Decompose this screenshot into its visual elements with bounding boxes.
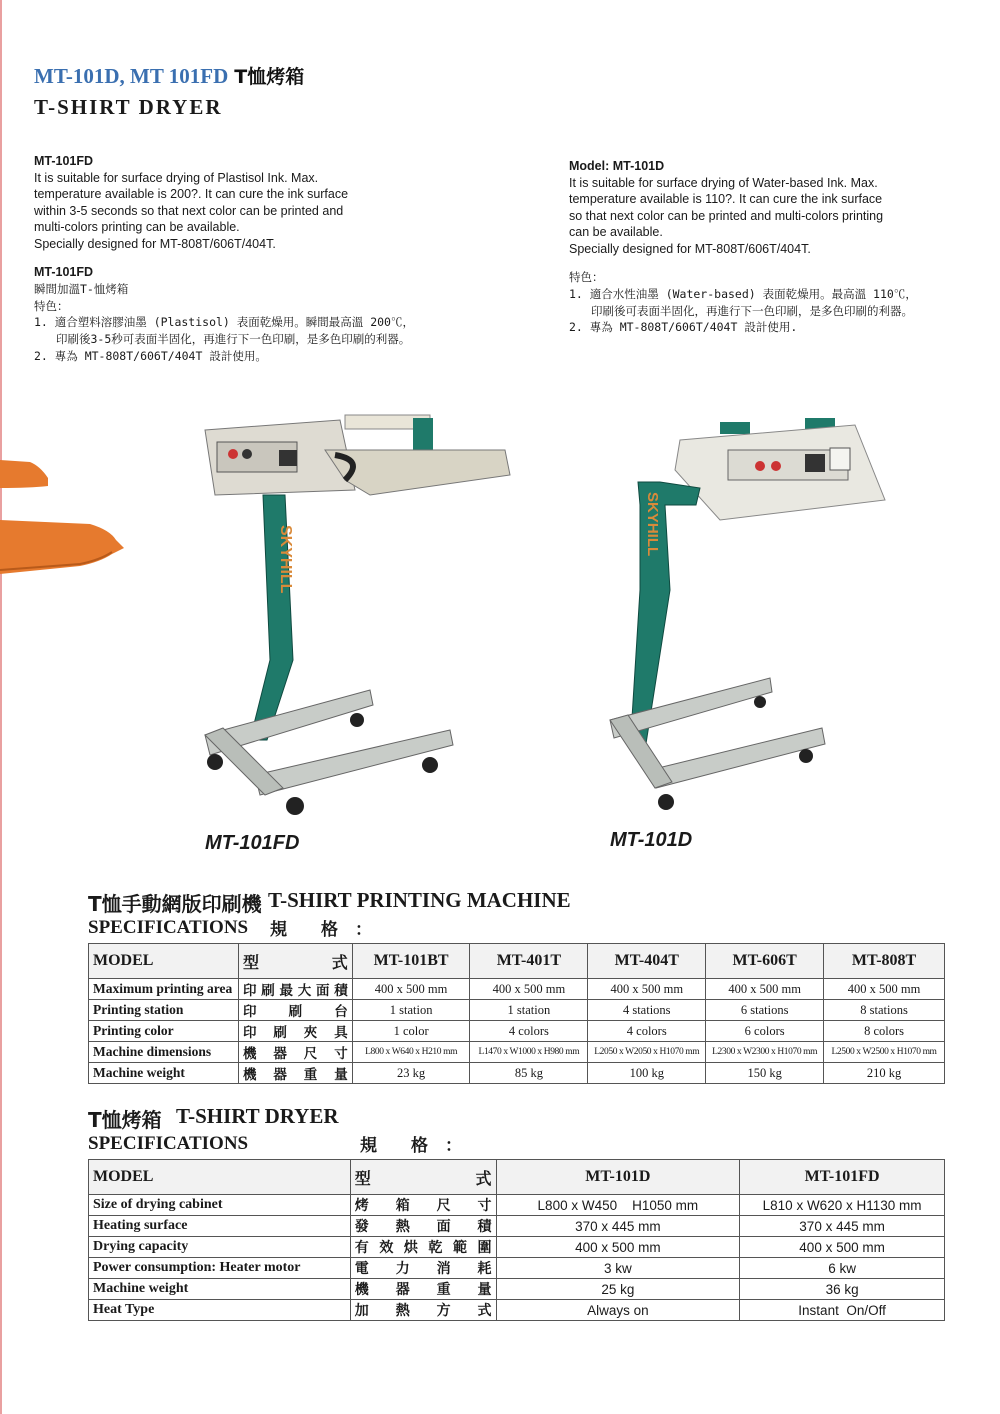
left-desc-heading: MT-101FD (34, 154, 94, 168)
printing-spec-label: SPECIFICATIONS (88, 917, 249, 938)
table-row: Drying capacity 有效烘乾範圍 400 x 500 mm 400 x 500 mm (89, 1237, 945, 1258)
orange-pallet-image (0, 450, 130, 590)
table-row: Machine weight 機器重量 25 kg 36 kg (89, 1279, 945, 1300)
printing-section-title: T-SHIRT PRINTING MACHINE (268, 888, 571, 912)
dryer-spec-label: SPECIFICATIONS (88, 1133, 249, 1154)
dryer-spec-table (88, 1159, 945, 1321)
right-desc-heading: Model: MT-101D (569, 159, 665, 173)
mt-101fd-machine-image (195, 410, 515, 830)
dryer-section-cn-title: T恤烤箱 (88, 1108, 162, 1132)
left-cn-description: MT-101FD 瞬間加溫T-恤烤箱 特色： 1. 適合塑料溶膠油墨 (Plastisol) 表面乾燥用。瞬間最高溫 200℃， 印刷後3-5秒可表面半固化，再進行下一色印刷，是多色印刷的利器。 2. 專為 MT-808T/606T/404T 設計使用。 (34, 265, 414, 363)
page-subtitle: T-SHIRT DRYER (34, 95, 223, 119)
brand-label-2: SKYHILL (644, 492, 661, 557)
dryer-spec-cn-label: 規 格 ： (360, 1136, 462, 1156)
page-title: MT-101D, MT 101FD T恤烤箱 (34, 64, 305, 88)
brand-label: SKYHILL (277, 525, 294, 594)
table-row: Power consumption: Heater motor 電力消耗 3 kw 6 kw (89, 1258, 945, 1279)
dryer-section-title: T-SHIRT DRYER (176, 1104, 339, 1128)
table-row: Machine dimensions 機器尺寸 L800 x W640 x H210 mm L1470 x W1000 x H980 mm L2050 x W2050 x H1070 mm L2300 x W2300 x H1070 mm L2500 x W2500 x H1070 mm (89, 1042, 945, 1063)
page-edge-line (0, 0, 2, 1414)
table-row: Machine weight 機器重量 23 kg 85 kg 100 kg 150 kg 210 kg (89, 1063, 945, 1084)
table-row: Printing color 印刷夾具 1 color 4 colors 4 colors 6 colors 8 colors (89, 1021, 945, 1042)
table-header-row: MODEL 型式 MT-101D MT-101FD (89, 1160, 945, 1195)
printing-spec-cn-label: 規 格 ： (270, 920, 372, 940)
left-description: MT-101FD It is suitable for surface drying of Plastisol Ink. Max. temperature available is 200?. It can cure the ink surface within 3-5 seconds so that next color can be printed and multi-colors printing can be available. Specially designed for MT-808T/606T/404T. (34, 154, 349, 251)
table-row: Heating surface 發熱面積 370 x 445 mm 370 x 445 mm (89, 1216, 945, 1237)
table-row: Maximum printing area 印刷最大面積 400 x 500 mm 400 x 500 mm 400 x 500 mm 400 x 500 mm 400 x 500 mm (89, 979, 945, 1000)
mt-101d-machine-image (600, 410, 890, 820)
right-cn-description: 特色： 1. 適合水性油墨 (Water-based) 表面乾燥用。最高溫 110℃， 印刷後可表面半固化，再進行下一色印刷，是多色印刷的利器。 2. 專為 MT-808T/606T/404T 設計使用. (569, 270, 917, 335)
mt-101d-label: MT-101D (610, 829, 693, 851)
printing-section-cn-title: T恤手動網版印刷機 (88, 892, 262, 916)
table-row: Printing station 印刷台 1 station 1 station 4 stations 6 stations 8 stations (89, 1000, 945, 1021)
table-header-row: MODEL 型式 MT-101BT MT-401T MT-404T MT-606T MT-808T (89, 944, 945, 979)
right-description: Model: MT-101D It is suitable for surface drying of Water-based Ink. Max. temperature available is 110?. It can cure the ink surface so that next color can be printed and multi-colors printing can be available. Specially designed for MT-808T/606T/404T. (569, 159, 884, 256)
table-row: Size of drying cabinet 烤箱尺寸 L800 x W450 H1050 mm L810 x W620 x H1130 mm (89, 1195, 945, 1216)
printing-machine-spec-table (88, 943, 945, 1084)
mt-101fd-label: MT-101FD (205, 832, 300, 854)
table-row: Heat Type 加熱方式 Always on Instant On/Off (89, 1300, 945, 1321)
